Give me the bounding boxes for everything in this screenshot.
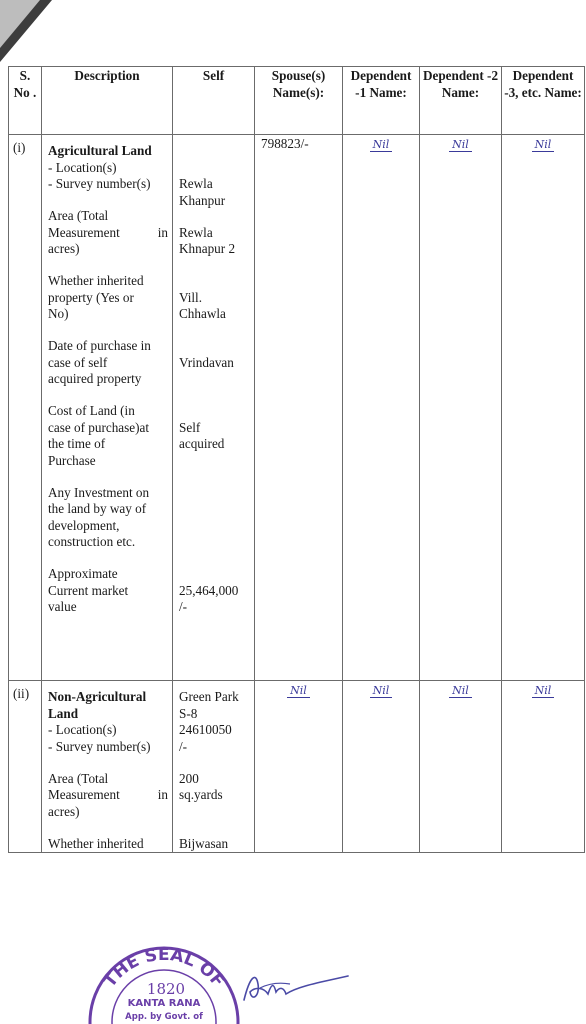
row-sno: (i) [9,135,42,681]
self-location: Rewla [179,176,213,191]
header-dependent-1: Dependent -1 Name: [343,67,420,135]
inherited-label: Whether inherited [48,835,144,851]
self-inherited: Bijwasan [179,835,229,851]
table-row-non-agricultural-land [9,681,585,853]
row-description [42,135,173,681]
assets-table [8,66,585,853]
area-label: in [157,224,168,240]
row-spouse [255,681,343,853]
header-dependent-2: Dependent -2 Name: [420,67,502,135]
header-self: Self [173,67,255,135]
self-area: 200 [179,770,199,786]
investment-label: Any Investment on [48,484,150,500]
survey-label: - Survey number(s) [48,176,151,191]
self-location: S-8 [179,705,198,721]
seal-line-4: App. by Govt. of [125,1012,203,1022]
self-area: sq.yards [179,787,223,802]
self-location: Green Park [179,689,239,704]
area-label: Measurement [48,224,120,240]
header-description: Description [42,67,173,135]
row-dependent-2 [420,681,502,853]
header-spouse: Spouse(s) Name(s): [255,67,343,135]
market-value-label: Current market [48,582,129,598]
investment-label: development, [48,517,120,533]
market-value-label: value [48,599,77,614]
self-location: 24610050 [179,722,232,737]
area-label: Area (Total [48,770,109,786]
cost-label: Purchase [48,452,96,468]
self-area: Khnapur 2 [179,241,236,256]
location-label: - Location(s) [48,722,117,737]
nil-handwritten: Nil [449,138,472,152]
self-location: /- [179,738,188,754]
seal-line-1: THE SEAL OF [99,944,229,992]
self-cost: Self [179,419,201,435]
handwritten-signature [238,962,358,1012]
nil-handwritten: Nil [532,138,555,152]
self-purchase-date: Vrindavan [179,354,234,370]
row-title: Agricultural Land [48,143,152,158]
nil-handwritten: Nil [532,684,555,698]
inherited-label: property (Yes or [48,289,134,305]
self-market-value: /- [179,599,188,614]
row-dependent-2 [420,135,502,681]
seal-line-3: KANTA RANA [127,998,201,1009]
folded-corner-shadow [0,0,60,70]
self-cost: acquired [179,436,225,451]
row-spouse: 798823/- [255,135,343,681]
area-label: in [157,787,168,802]
survey-label: - Survey number(s) [48,738,151,754]
nil-handwritten: Nil [287,684,310,698]
nil-handwritten: Nil [370,138,393,152]
area-label: Measurement [48,787,120,802]
self-inherited: Vill. [179,289,203,305]
cost-label: the time of [48,436,106,451]
investment-label: the land by way of [48,501,147,516]
nil-handwritten: Nil [449,684,472,698]
row-self [173,135,255,681]
area-label: acres) [48,241,80,256]
location-label: - Location(s) [48,159,117,175]
inherited-label: Whether inherited [48,273,144,288]
cost-label: Cost of Land (in [48,403,135,418]
purchase-date-label: acquired property [48,371,142,386]
self-location: Khanpur [179,192,226,208]
area-label: acres) [48,803,80,819]
purchase-date-label: Date of purchase in [48,338,151,353]
table-row-agricultural-land [9,135,585,681]
inherited-label: No) [48,306,69,321]
row-dependent-3 [502,681,585,853]
area-label: Area (Total [48,208,109,223]
self-market-value: 25,464,000 [179,582,239,598]
row-self [173,681,255,853]
table-header-row [9,67,585,135]
purchase-date-label: case of self [48,354,108,370]
self-area: Rewla [179,224,213,240]
investment-label: construction etc. [48,534,136,549]
header-dependent-3: Dependent -3, etc. Name: [502,67,585,135]
row-description [42,681,173,853]
row-dependent-1 [343,681,420,853]
row-dependent-1 [343,135,420,681]
market-value-label: Approximate [48,566,118,581]
header-sno: S. No . [9,67,42,135]
nil-handwritten: Nil [370,684,393,698]
cost-label: case of purchase)at [48,419,150,435]
row-dependent-3 [502,135,585,681]
notary-seal-stamp [84,944,244,1024]
seal-line-2: 1820 [146,980,186,998]
row-title: Non-Agricultural Land [48,689,147,721]
row-sno: (ii) [9,681,42,853]
self-inherited: Chhawla [179,306,226,321]
